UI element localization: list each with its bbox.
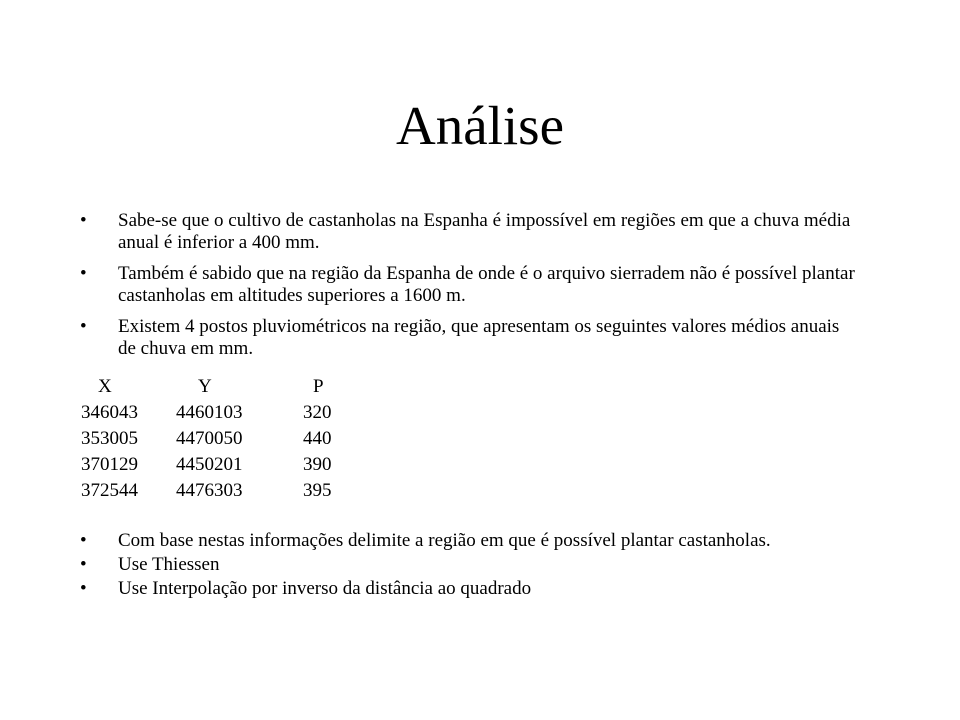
bullet-text: Existem 4 postos pluviométricos na região, que apresentam os seguintes valores médios anuais de chuva em mm. (118, 316, 840, 359)
bullet-text: Sabe-se que o cultivo de castanholas na Espanha é impossível em regiões em que a chuva média anual é inferior a 400 mm. (118, 210, 851, 253)
rainfall-table (81, 374, 373, 504)
table-cell-y: 4476303 (176, 480, 243, 501)
table-cell-x: 353005 (81, 428, 138, 449)
table-cell-x: 370129 (81, 454, 138, 475)
table-cell-x: 346043 (81, 402, 138, 423)
table-cell-p: 440 (303, 428, 332, 449)
bullet-item (80, 578, 860, 600)
table-cell-y: 4460103 (176, 402, 243, 423)
table-cell-p: 395 (303, 480, 332, 501)
table-header-x: X (98, 376, 112, 397)
table-cell-x: 372544 (81, 480, 138, 501)
table-header-row (81, 374, 373, 400)
table-cell-p: 390 (303, 454, 332, 475)
table-cell-y: 4470050 (176, 428, 243, 449)
table-cell-p: 320 (303, 402, 332, 423)
bullet-icon: • (80, 554, 87, 575)
bullet-text: Com base nestas informações delimite a região em que é possível plantar castanholas. (118, 530, 771, 551)
table-row (81, 426, 373, 452)
bullet-text: Use Thiessen (118, 554, 220, 575)
bullet-item (80, 316, 860, 360)
table-row (81, 400, 373, 426)
bullet-item (80, 263, 860, 307)
table-header-p: P (313, 376, 324, 397)
bullet-icon: • (80, 530, 87, 551)
bullet-item (80, 530, 860, 552)
bullet-icon: • (80, 210, 87, 231)
table-row (81, 452, 373, 478)
table-header-y: Y (198, 376, 212, 397)
bullet-text: Use Interpolação por inverso da distância ao quadrado (118, 578, 532, 599)
slide-title: Análise (395, 95, 564, 156)
bullet-icon: • (80, 263, 87, 284)
bullet-item (80, 554, 860, 576)
bullet-icon: • (80, 316, 87, 337)
table-cell-y: 4450201 (176, 454, 243, 475)
bullet-text: Também é sabido que na região da Espanha de onde é o arquivo sierradem não é possível plantar castanholas em altitudes superiores a 1600 m. (118, 263, 855, 306)
bullet-list-bottom (80, 530, 860, 602)
bullet-icon: • (80, 578, 87, 599)
bullet-item (80, 210, 860, 254)
table-row (81, 478, 373, 504)
bullet-list-top (80, 210, 860, 369)
